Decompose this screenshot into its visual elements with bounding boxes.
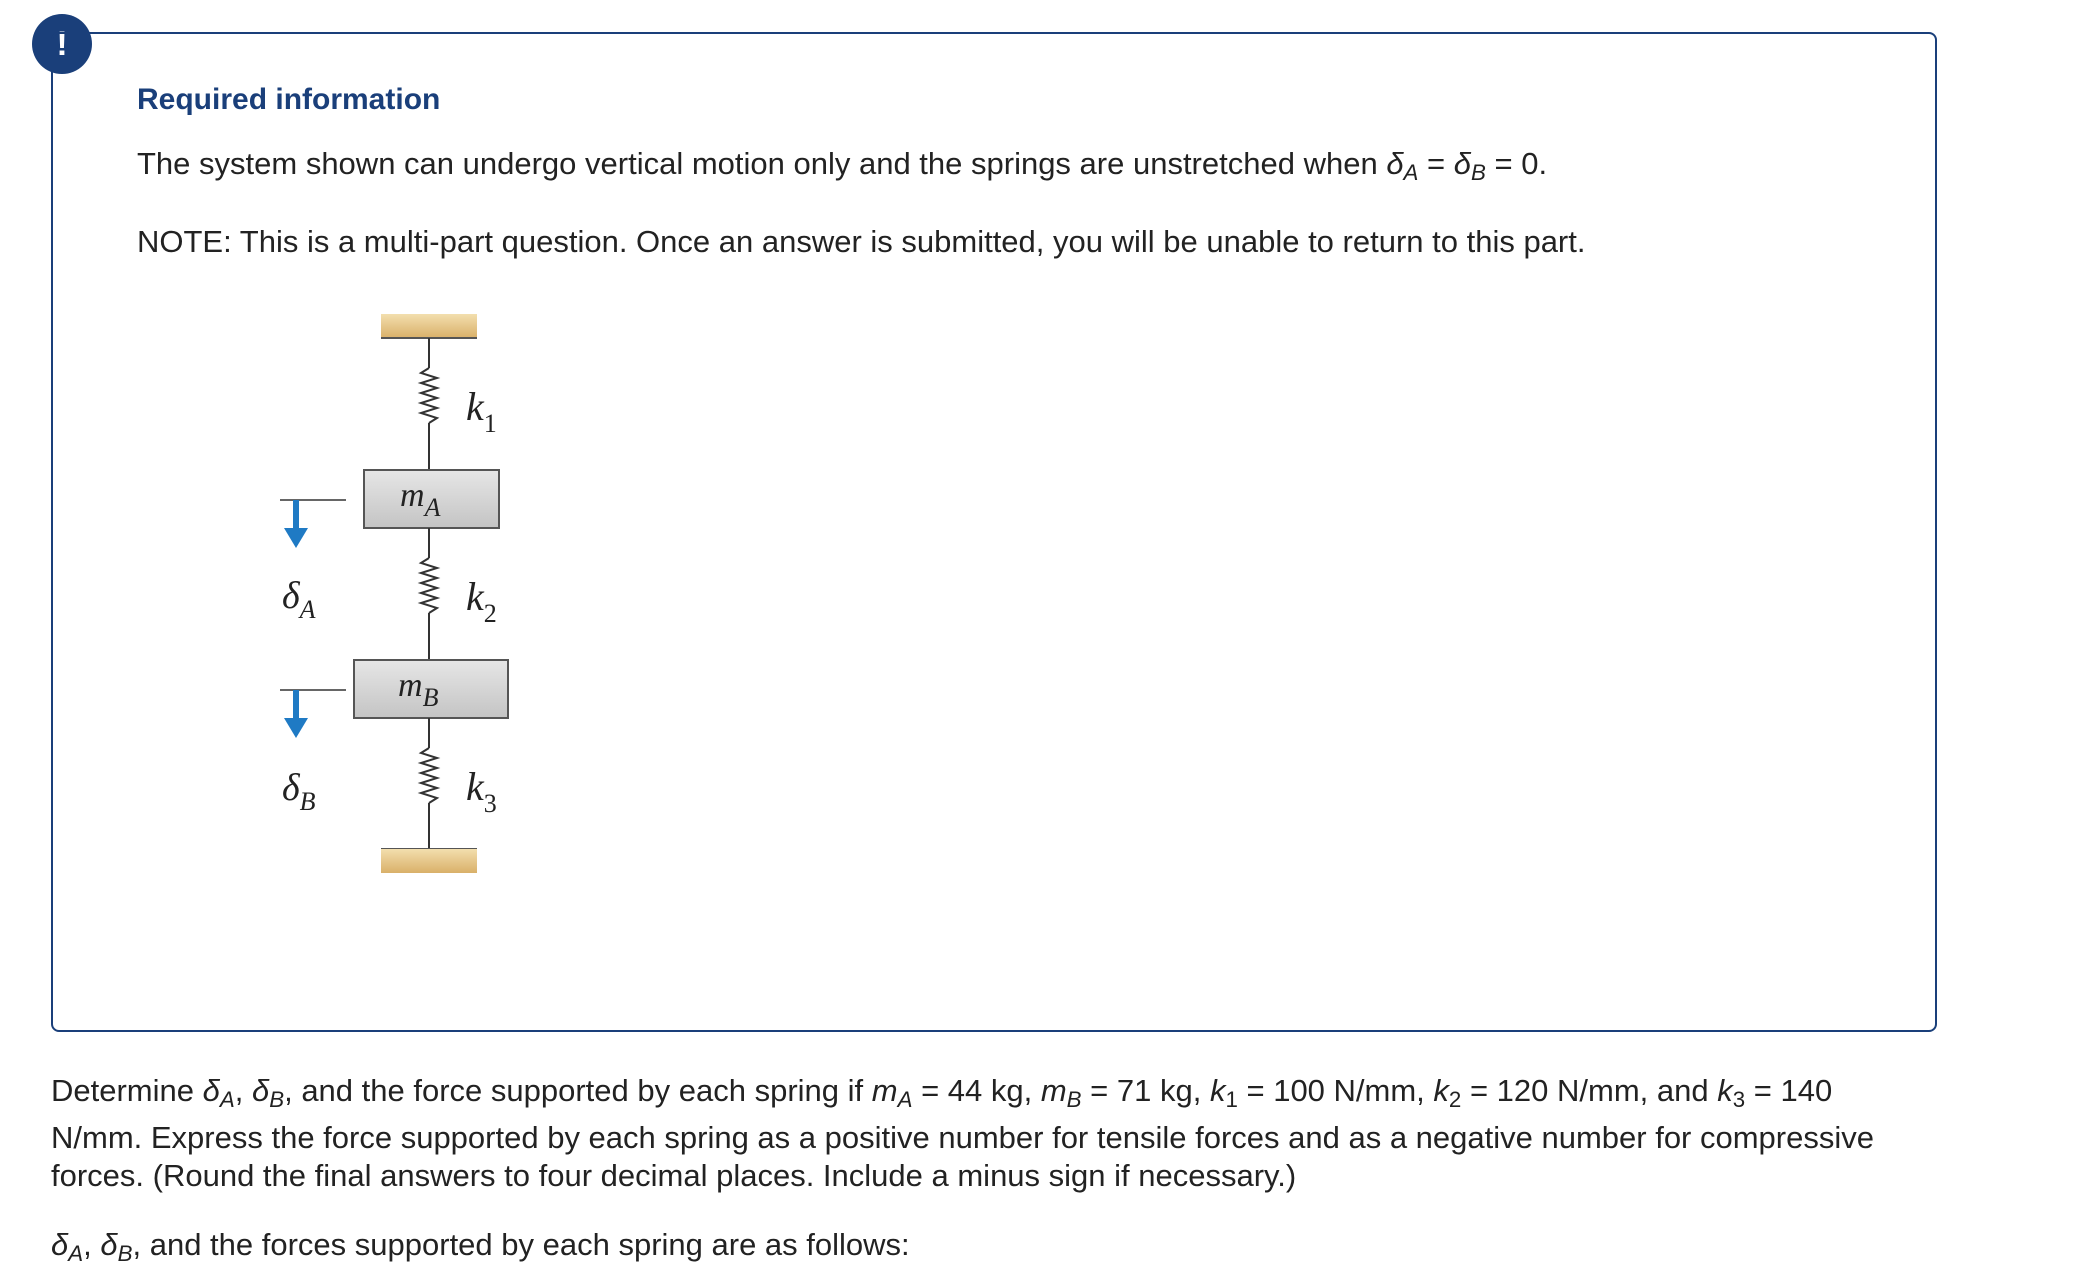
label-mB: $m_B$ — [398, 667, 439, 712]
answer-lead-text: $\delta_A$, $\delta_B$, and the forces supported by each spring are as follows: — [51, 1227, 910, 1267]
spring-k1 — [421, 338, 437, 470]
spring-k3 — [421, 718, 437, 849]
delta-A-arrow — [280, 500, 346, 548]
info-title: Required information — [137, 83, 441, 116]
intro-text: The system shown can undergo vertical motion only and the springs are unstretched when $\delta_A = \delta_B = 0$. — [137, 146, 1548, 186]
label-delta-A: $\delta_A$ — [282, 575, 316, 624]
label-k1: $k_1$ — [466, 384, 497, 438]
spring-k2 — [421, 528, 437, 660]
alert-icon: ! — [32, 14, 92, 74]
label-k2: $k_2$ — [466, 574, 497, 628]
label-mA: $m_A$ — [400, 477, 441, 522]
note-text: NOTE: This is a multi-part question. Once an answer is submitted, you will be unable to return to this part. — [137, 224, 1586, 259]
question-text: Determine $\delta_A$, $\delta_B$, and the force supported by each spring if $m_A = 44$ kg, $m_B = 71$ kg, $k_1 = 100$ N/mm, $k_2 = 120$ N/mm, and $k_3 = 140$ N/mm. Express the force supported by each spring as a positive number for tensile forces and as a negative number for compressive forces. (Round the final answers to four decimal places. Include a minus sign if necessary.) — [51, 1073, 1874, 1194]
label-delta-B: $\delta_B$ — [282, 767, 316, 816]
spring-mass-figure — [250, 300, 530, 890]
delta-B-arrow — [280, 690, 346, 738]
top-support — [381, 314, 477, 338]
label-k3: $k_3$ — [466, 764, 497, 818]
bottom-support — [381, 849, 477, 873]
